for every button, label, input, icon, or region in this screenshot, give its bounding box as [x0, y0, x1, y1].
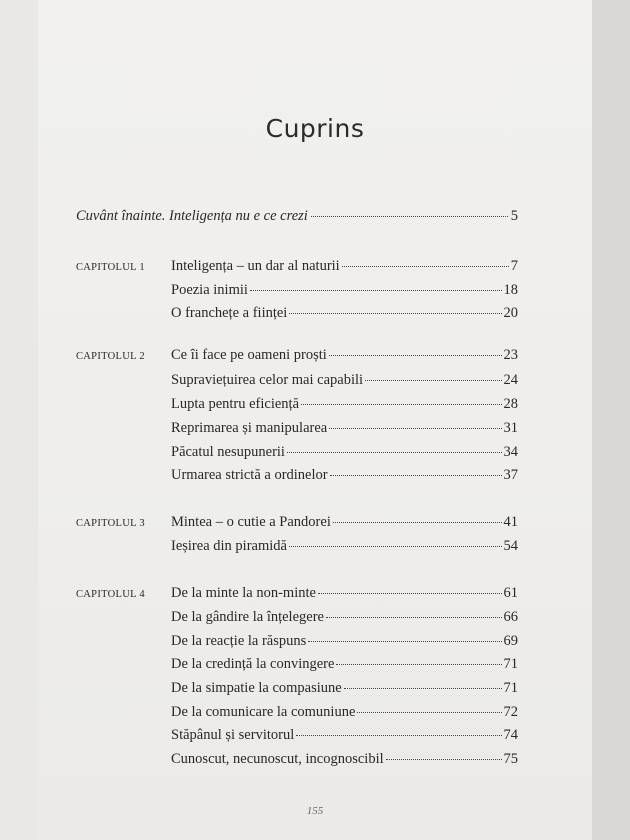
toc-entry-text: De la reacție la răspuns: [171, 633, 307, 649]
toc-entry-text: Ce îi face pe oameni proști: [171, 347, 327, 363]
leader-dots: [326, 617, 502, 618]
toc-entry: [171, 514, 518, 531]
toc-entry-text: De la minte la non-minte: [171, 585, 316, 601]
toc-page-number: 72: [503, 704, 518, 720]
toc-page-number: 20: [503, 305, 518, 321]
toc-entry: [171, 282, 518, 299]
toc-entry-text: Inteligența – un dar al naturii: [171, 258, 340, 274]
toc-page-number: 69: [503, 633, 518, 649]
leader-dots: [330, 475, 502, 476]
toc-entry: [171, 751, 518, 768]
toc-page-number: 54: [503, 538, 518, 554]
toc-page-number: 28: [503, 396, 518, 412]
toc-entry-text: De la credință la convingere: [171, 656, 335, 672]
toc-entry-text: Supraviețuirea celor mai capabili: [171, 372, 364, 388]
leader-dots: [386, 759, 502, 760]
toc-entry-text: Cuvânt înainte. Inteligența nu e ce crezi: [76, 208, 308, 224]
toc-page-number: 66: [503, 609, 518, 625]
toc-entry-text: Stăpânul și servitorul: [171, 727, 295, 743]
leader-dots: [308, 641, 501, 642]
page-title: Cuprins: [265, 114, 365, 143]
toc-entry: [171, 305, 518, 322]
toc-page-number: 74: [503, 727, 518, 743]
leader-dots: [301, 404, 501, 405]
leader-dots: [289, 313, 501, 314]
toc-entry: [171, 347, 518, 364]
toc-entry-text: Urmarea strictă a ordinelor: [171, 467, 328, 483]
chapter-label: CAPITOLUL 2: [76, 351, 145, 362]
toc-entry: [171, 656, 518, 673]
toc-entry-text: Păcatul nesupunerii: [171, 444, 285, 460]
toc-entry-text: O franchețe a ființei: [171, 305, 288, 321]
leader-dots: [333, 522, 502, 523]
toc-page-number: 61: [503, 585, 518, 601]
leader-dots: [250, 290, 502, 291]
toc-entry: [171, 538, 518, 555]
toc-page-number: 41: [503, 514, 518, 530]
leader-dots: [289, 546, 502, 547]
toc-entry: [171, 372, 518, 389]
toc-page-number: 71: [503, 656, 518, 672]
toc-entry: [171, 609, 518, 626]
toc-page-number: 23: [503, 347, 518, 363]
toc-page-number: 31: [503, 420, 518, 436]
toc-page-number: 71: [503, 680, 518, 696]
page-number: 155: [306, 805, 324, 817]
toc-entry-text: Reprimarea și manipularea: [171, 420, 328, 436]
chapter-label: CAPITOLUL 3: [76, 518, 145, 529]
toc-foreword-entry: [76, 208, 518, 225]
toc-entry: [171, 680, 518, 697]
chapter-label: CAPITOLUL 4: [76, 589, 145, 600]
toc-entry: [171, 585, 518, 602]
leader-dots: [296, 735, 501, 736]
leader-dots: [287, 452, 502, 453]
toc-entry-text: De la simpatie la compasiune: [171, 680, 342, 696]
chapter-label: CAPITOLUL 1: [76, 262, 145, 273]
toc-entry: [171, 444, 518, 461]
toc-entry: [171, 420, 518, 437]
toc-entry-text: Ieșirea din piramidă: [171, 538, 287, 554]
toc-entry-text: Lupta pentru eficiență: [171, 396, 300, 412]
toc-entry: [171, 396, 518, 413]
toc-entry-text: Cunoscut, necunoscut, incognoscibil: [171, 751, 384, 767]
toc-entry-text: De la comunicare la comuniune: [171, 704, 356, 720]
leader-dots: [329, 355, 502, 356]
toc-page-number: 34: [503, 444, 518, 460]
toc-entry: [171, 704, 518, 721]
leader-dots: [344, 688, 502, 689]
toc-page-number: 7: [510, 258, 518, 274]
toc-page-number: 37: [503, 467, 518, 483]
toc-entry-text: Mintea – o cutie a Pandorei: [171, 514, 331, 530]
leader-dots: [318, 593, 502, 594]
toc-page-number: 18: [503, 282, 518, 298]
toc-page-number: 5: [510, 208, 518, 224]
toc-entry: [171, 727, 518, 744]
toc-entry-text: De la gândire la înțelegere: [171, 609, 324, 625]
toc-page-number: 75: [503, 751, 518, 767]
leader-dots: [329, 428, 501, 429]
toc-entry: [171, 467, 518, 484]
leader-dots: [311, 216, 508, 217]
toc-entry: [171, 633, 518, 650]
leader-dots: [342, 266, 509, 267]
toc-entry: [171, 258, 518, 275]
leader-dots: [336, 664, 501, 665]
toc-entry-text: Poezia inimii: [171, 282, 248, 298]
leader-dots: [365, 380, 501, 381]
toc-page-number: 24: [503, 372, 518, 388]
leader-dots: [357, 712, 501, 713]
